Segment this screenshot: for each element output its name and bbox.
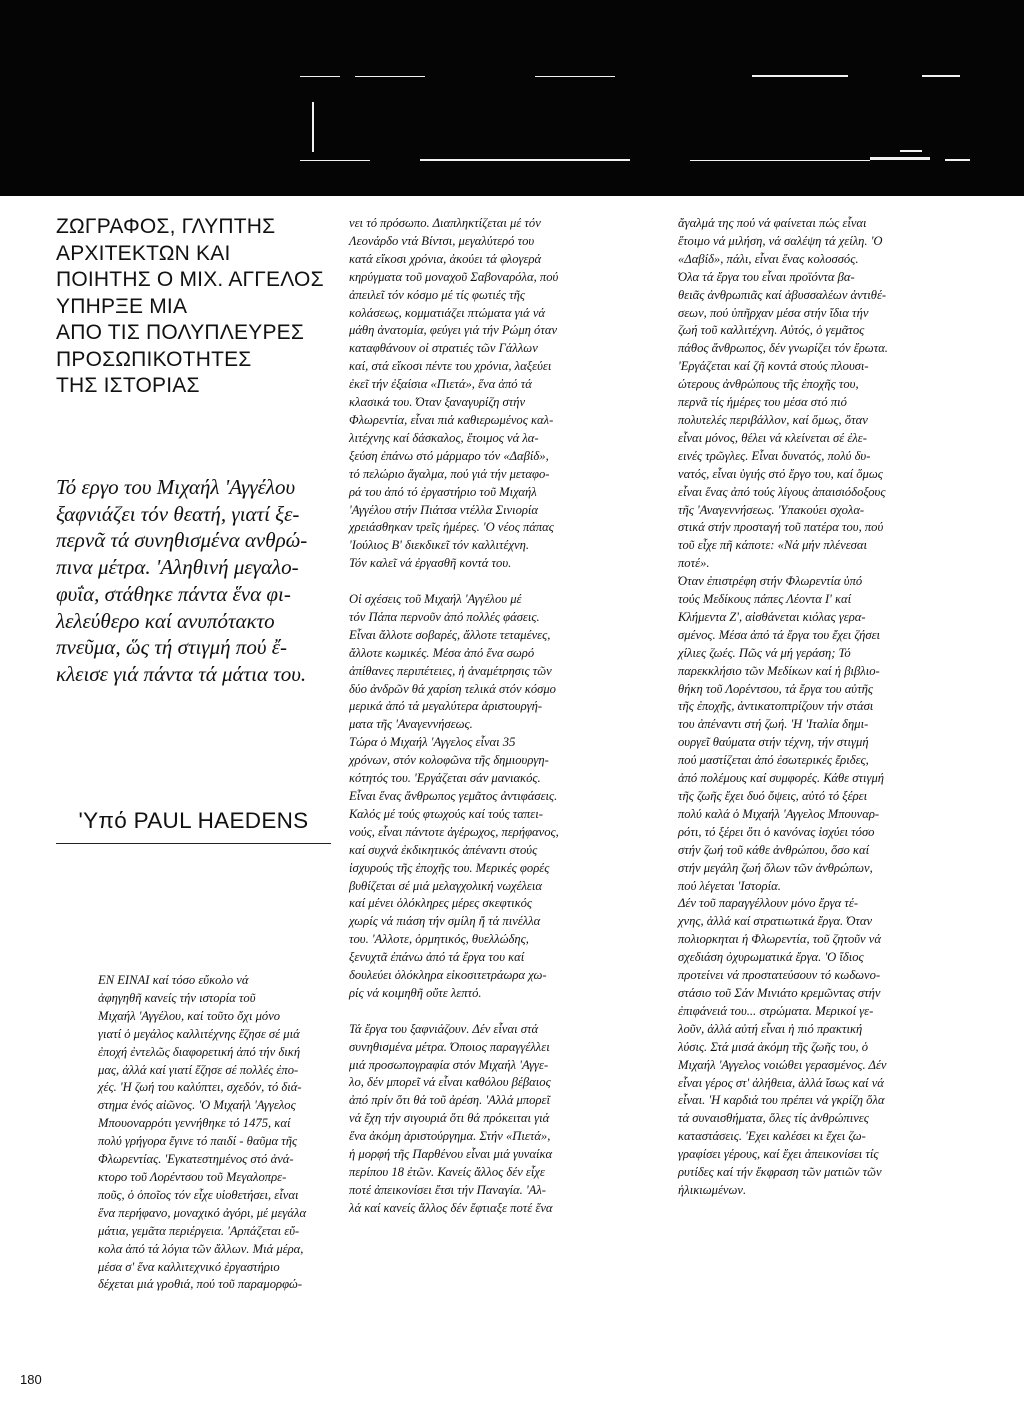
text-line: τόν Πάπα περνοῦν ἀπό πολλές φάσεις. [349, 609, 540, 624]
text-line: ρότι, τό ξέρει ὅτι ὁ κανόνας ἰσχύει τόσο [678, 824, 875, 839]
text-line: Εἶναι ἄλλοτε σοβαρές, ἄλλοτε τεταμένες, [349, 627, 551, 642]
text-line: πάθος ἄνθρωπος, δέν γνωρίζει τόν ἔρωτα. [678, 341, 888, 356]
text-line: του. 'Αλλοτε, ὁρμητικός, θυελλώδης, [349, 932, 529, 947]
text-line: κολάσεως, κομματιάζει πτώματα γιά νά [349, 305, 546, 320]
text-line: στικά στήν προσταγή τοῦ πατέρα του, πού [678, 520, 884, 535]
text-line: θειᾶς ἀνθρωπιᾶς καί ἀβυσσαλέων ἀντιθέ- [678, 287, 887, 302]
text-line: πολύ γρήγορα ἔγινε τό παιδί - θαῦμα τῆς [98, 1134, 298, 1149]
text-line: λο, δέν μπορεῖ νά εἶναι καθόλου βέβαιος [349, 1075, 551, 1090]
text-line: Κλήμεντα Ζ', αἰσθάνεται κιόλας γερα- [678, 609, 866, 624]
text-line: μας, ἀλλά καί γιατί ἔζησε σέ πολλές ἐπο- [98, 1062, 299, 1077]
text-line: Τόν καλεῖ νά ἐργασθῆ κοντά του. [349, 556, 512, 571]
header-rule [355, 76, 425, 77]
text-line: κτορο τοῦ Λορέντσου τοῦ Μεγαλοπρε- [98, 1169, 287, 1184]
text-line: Φλωρεντία, εἶναι πιά καθιερωμένος καλ- [349, 412, 554, 427]
text-line: γραφίσει γέρους, καί ἔχει ἀπεικονίσει τίς [678, 1147, 879, 1162]
text-line: στάσιο τοῦ Σάν Μινιάτο κρεμῶντας στήν [678, 985, 881, 1000]
text-line: ρίς νά κοιμηθῆ οὔτε λεπτό. [349, 985, 482, 1000]
text-line: χνης, ἀλλά καί στρατιωτικά ἔργα. Όταν [678, 914, 873, 929]
text-line: ἡλικιωμένων. [678, 1182, 747, 1197]
text-line: χές. 'Η ζωή του καλύπτει, σχεδόν, τό διά- [98, 1080, 302, 1095]
text-line: κλεισε γιά πάντα τά μάτια του. [56, 661, 307, 686]
text-line: πινα μέτρα. 'Αληθινή μεγαλο- [56, 555, 299, 580]
text-line: δύο ἀνδρῶν θά χαρίση τελικά στόν κόσμο [349, 681, 556, 696]
text-line: μάθη ἀνατομία, φεύγει γιά τήν Ρώμη όταν [349, 323, 558, 338]
text-line: ουργεῖ θαύματα στήν τέχνη, τήν στιγμή [678, 735, 869, 750]
text-line: περνᾶ τίς ἡμέρες του μέσα στό πιό [678, 395, 847, 410]
text-line: πνεῦμα, ὥς τή στιγμή πού ἔ- [56, 635, 287, 660]
text-line: πολυτελές περιβάλλον, καί ὅμως, ὅταν [678, 412, 868, 427]
text-line: δέχεται μιά γροθιά, πού τοῦ παραμορφώ- [98, 1277, 303, 1292]
text-line: Τά ἔργα του ξαφνιάζουν. Δέν εἶναι στά [349, 1021, 539, 1036]
text-line: ΖΩΓΡΑΦΟΣ, ΓΛΥΠΤΗΣ [56, 215, 276, 238]
text-line: ἀπίθανες περιπέτειες, ἡ ἀναμέτρησις τῶν [349, 663, 552, 678]
text-line: τό πελώριο ἄγαλμα, πού γιά τήν μεταφο- [349, 466, 550, 481]
header-rule [420, 159, 630, 161]
text-line: χίλιες ζωές. Πῶς νά μή γεράση; Τό [678, 645, 851, 660]
text-line: μάτια, γεμᾶτα περιέργεια. 'Αρπάζεται εὔ- [98, 1223, 300, 1238]
text-line: ΠΡΟΣΩΠΙΚΟΤΗΤΕΣ [56, 347, 252, 371]
header-rule [900, 150, 922, 152]
text-line: Φλωρεντίας. 'Εγκατεστημένος στό ἀνά- [98, 1152, 294, 1167]
text-line: τῆς ζωῆς ἔχει δυό ὄψεις, αὐτό τό ξέρει [678, 789, 868, 803]
text-line: προτείνει νά προστατεύσουν τό κωδωνο- [678, 968, 881, 983]
text-line: νά ἔχη τήν σιγουριά ὅτι θά πρόκειται γιά [349, 1111, 550, 1126]
text-line: ἡ μορφή τῆς Παρθένου εἶναι μιά γυναίκα [349, 1147, 553, 1162]
text-line: περνᾶ τά συνηθισμένα ανθρώ- [56, 528, 308, 553]
text-line: ΑΡΧΙΤΕΚΤΩΝ ΚΑΙ [56, 241, 231, 265]
text-line: καί, στά εἴκοσι πέντε του χρόνια, λαξεύει [349, 359, 552, 374]
text-line: ἀφηγηθῆ κανείς τήν ιστορία τοῦ [98, 990, 256, 1005]
text-line: Δέν τοῦ παραγγέλλουν μόνο ἔργα τέ- [678, 896, 859, 911]
header-rule [312, 102, 314, 152]
text-line: δουλεύει ὁλόκληρα εἰκοσιτετράωρα χω- [349, 968, 547, 983]
text-line: ἐποχή ἐντελῶς διαφορετική ἀπό τήν δική [98, 1044, 301, 1059]
text-line: εἶναι. 'Η καρδιά του πρέπει νά γκρίζη ὅλα [678, 1093, 885, 1108]
text-line: Τό εργο του Μιχαήλ 'Αγγέλου [56, 475, 296, 499]
text-line: πού λέγεται 'Ιστορία. [678, 878, 781, 893]
text-line: λοῦν, ἀλλά αὐτή εἶναι ἡ πιό πρακτική [678, 1021, 863, 1036]
text-line: στήν ζωή τοῦ κάθε ἀνθρώπου, ὅσο καί [678, 842, 870, 857]
text-line: ἐπιφάνειά του... στρώματα. Μερικοί γε- [678, 1003, 874, 1018]
text-line: νούς, εἶναι πάντοτε ἀγέρωχος, περήφανος, [349, 824, 559, 839]
text-line: ἕτοιμο νά μιλήση, νά σαλέψη τά χείλη. 'Ο [678, 233, 883, 248]
text-line: πολύ καλά ὁ Μιχαήλ 'Αγγελος Μπουναρ- [678, 806, 880, 821]
text-line: χωρίς νά πιάση τήν σμίλη ἤ τά πινέλλα [349, 914, 541, 929]
text-line: γιατί ὁ μεγάλος καλλιτέχνης ἔζησε σέ μιά [98, 1026, 300, 1041]
header-rule [300, 76, 340, 77]
text-line: ξαφνιάζει τόν θεατή, γιατί ξε- [56, 501, 300, 526]
text-line: 'Αγγέλου στήν Πιάτσα ντέλλα Σινιορία [349, 502, 539, 517]
text-line: καταφθάνουν οἱ στρατιές τῶν Γάλλων [349, 341, 538, 356]
text-line: πολιορκηται ἡ Φλωρεντία, τοῦ ζητοῦν νά [678, 932, 881, 947]
text-line: ΕΝ ΕΙΝΑΙ καί τόσο εὔκολο νά [98, 973, 249, 987]
text-line: Καλός μέ τούς φτωχούς καί τούς ταπει- [349, 806, 543, 821]
text-line: ἄλλοτε κωμικές. Μέσα ἀπό ἕνα σωρό [349, 645, 535, 660]
header-rule [300, 160, 370, 161]
header-rule [752, 75, 848, 77]
text-line: μιά προσωπογραφία στόν Μιχαήλ 'Αγγε- [349, 1057, 549, 1072]
text-line: ξενυχτᾶ ἐπάνω ἀπό τά ἔργα του καί [349, 950, 525, 965]
text-line: συνηθισμένα μέτρα. Όποιος παραγγέλλει [349, 1039, 550, 1054]
text-line: νει τό πρόσωπο. Διαπληκτίζεται μέ τόν [349, 216, 541, 230]
text-line: ἀπειλεῖ τόν κόσμο μέ τίς φωτιές τῆς [349, 287, 525, 302]
text-line: τούς Μεδίκους πάπες Λέοντα Ι' καί [678, 592, 852, 607]
text-line: κηρύγματα τοῦ μοναχοῦ Σαβοναρόλα, πού [349, 269, 559, 284]
text-line: «Δαβίδ», πάλι, εἶναι ἕνας κολοσσός. [678, 251, 859, 266]
text-line: ἀπό πρίν ὅτι θά τοῦ ἀρέση. 'Αλλά μπορεῖ [349, 1093, 550, 1108]
text-line: τῆς ἐποχῆς, ἀντικατοπτρίζουν τήν στάσι [678, 699, 874, 714]
text-line: χρόνων, στόν κολοφῶνα τῆς δημιουργη- [349, 753, 549, 768]
text-line: θήκη τοῦ Λορέντσου, τά ἔργα του αὐτῆς [678, 681, 873, 696]
body-column-3 [678, 215, 1008, 1200]
header-image-band [0, 0, 1024, 196]
text-line: ποτέ». [678, 556, 710, 571]
text-line: ματα τῆς 'Αναγεννήσεως. [349, 717, 473, 732]
text-line: χρειάσθηκαν τρεῖς ἡμέρες. 'Ο νέος πάπας [349, 520, 554, 535]
text-line: ΠΟΙΗΤΗΣ Ο ΜΙΧ. ΑΓΓΕΛΟΣ [56, 268, 324, 291]
text-line: κότητός του. 'Εργάζεται σάν μανιακός. [349, 771, 541, 786]
text-line: Εἶναι ἕνας ἄνθρωπος γεμᾶτος ἀντιφάσεις. [349, 788, 558, 803]
text-line: τοῦ εἶχε πῆ κάποτε: «Νά μήν πλένεσαι [678, 538, 867, 553]
text-line: ρυτίδες καί τήν ἔκφραση τῶν ματιῶν τῶν [678, 1165, 882, 1180]
text-line: ρά του ἀπό τό ἐργαστήριο τοῦ Μιχαήλ [349, 484, 537, 499]
text-line: λιτέχνης καί δάσκαλος, ἕτοιμος νά λα- [349, 430, 539, 445]
text-line: Μπουοναρρότι γεννήθηκε τό 1475, καί [98, 1116, 291, 1131]
text-line: Τώρα ὁ Μιχαήλ 'Αγγελος εἶναι 35 [349, 735, 516, 750]
text-line: ξεύση ἐπάνω στό μάρμαρο τόν «Δαβίδ», [349, 448, 549, 463]
header-rule [922, 75, 960, 77]
text-line: ἕνα ἀκόμη ἀριστούργημα. Στήν «Πιετά», [349, 1129, 551, 1144]
text-line: εἶναι ἕνας ἀπό τούς λίγους ἀπαισιόδοξους [678, 484, 886, 499]
text-line: σχεδιάση ὀχυρωματικά ἔργα. 'Ο ἴδιος [678, 950, 864, 965]
text-line: καταστάσεις. 'Εχει καλέσει κι ἔχει ζω- [678, 1129, 866, 1144]
text-line: καί μένει ὁλόκληρες μέρες σκεφτικός [349, 896, 533, 911]
text-line: ἐκεῖ τήν ἐξαίσια «Πιετά», ἕνα ἀπό τά [349, 377, 532, 392]
body-column-2 [349, 215, 667, 1218]
text-line: ΥΠΗΡΞΕ ΜΙΑ [56, 294, 188, 318]
text-line: λελεύθερο καί ανυπότακτο [56, 608, 275, 633]
article-lede [56, 474, 341, 688]
text-line: εινές τρῶγλες. Εἶναι δυνατός, πολύ δυ- [678, 448, 871, 463]
page-number: 180 [20, 1372, 42, 1387]
text-line: περίπου 18 ἐτῶν. Κανείς ἄλλος δέν εἶχε [349, 1165, 545, 1179]
header-rule [535, 76, 615, 77]
paragraph-gap [349, 573, 667, 591]
text-line: ἀπό πολέμους καί συμφορές. Κάθε στιγμή [678, 771, 885, 786]
byline-block [56, 808, 331, 844]
text-line: κολα ἀπό τά λόγια τῶν ἄλλων. Μιά μέρα, [98, 1241, 304, 1256]
text-line: τῆς 'Αναγεννήσεως. 'Υπακούει σχολα- [678, 502, 865, 517]
paragraph-gap [349, 1003, 667, 1021]
text-line: εἶναι μόνος, θέλει νά κλείνεται σέ ἐλε- [678, 430, 867, 445]
text-line: λά καί κανείς ἄλλος δέν ἔφτιαξε ποτέ ἕνα [349, 1200, 553, 1215]
text-line: λύσις. Στά μισά ἀκόμη τῆς ζωῆς του, ὁ [678, 1039, 869, 1054]
text-line: φυΐα, στάθηκε πάντα ἕνα φι- [56, 581, 291, 606]
text-line: Όλα τά ἔργα του εἶναι προϊόντα βα- [678, 269, 855, 284]
text-line: Όταν ἐπιστρέφη στήν Φλωρεντία ὑπό [678, 574, 863, 589]
text-line: ποῦς, ὁ ὁποῖος τόν εἶχε υἱοθετήσει, εἶναι [98, 1187, 299, 1202]
text-line: ΑΠΟ ΤΙΣ ΠΟΛΥΠΛΕΥΡΕΣ [56, 321, 305, 344]
text-line: βυθίζεται σέ μιά μελαγχολική νωχέλεια [349, 878, 543, 893]
text-line: πού μαστίζεται ἀπό ἐσωτερικές ἔριδες, [678, 753, 869, 768]
text-line: τά συναισθήματα, ὅλες τίς ἀνθρώπινες [678, 1111, 869, 1126]
text-line: σεων, πού ὑπῆρχαν μέσα στήν ἴδια τήν [678, 305, 869, 320]
text-line: 'Ιούλιος Β' διεκδικεῖ τόν καλλιτέχνη. [349, 538, 529, 553]
text-line: σμένος. Μέσα ἀπό τά ἔργα του ἔχει ζήσει [678, 627, 881, 642]
text-line: παρεκκλήσιο τῶν Μεδίκων καί ἡ βιβλιο- [678, 663, 880, 678]
text-line: στημα ἑνός αἰῶνος. 'Ο Μιχαήλ 'Αγγελος [98, 1098, 296, 1113]
body-column-1 [98, 972, 334, 1294]
text-line: κατά εἴκοσι χρόνια, ἀκούει τά φλογερά [349, 251, 542, 266]
text-line: εἶναι γέρος στ' ἀλήθεια, ἀλλά ἴσως καί νά [678, 1075, 884, 1090]
text-line: Μιχαήλ 'Αγγέλου, καί τοῦτο ὄχι μόνο [98, 1008, 281, 1023]
text-line: καί συχνά ἐκδικητικός ἀπέναντι στούς [349, 842, 538, 857]
text-line: ἰσχυρούς τῆς ἐποχῆς του. Μερικές φορές [349, 860, 550, 875]
text-line: στήν μεγάλη ζωή ὅλων τῶν ἀνθρώπων, [678, 860, 873, 875]
text-line: ΤΗΣ ΙΣΤΟΡΙΑΣ [56, 374, 200, 397]
text-line: Μιχαήλ 'Αγγελος νοιώθει γερασμένος. Δέν [678, 1057, 887, 1072]
text-line: κλασικά του. Όταν ξαναγυρίζη στήν [349, 395, 526, 410]
text-line: Οἱ σχέσεις τοῦ Μιχαήλ 'Αγγέλου μέ [349, 592, 522, 607]
header-rule [690, 160, 870, 161]
text-line: μέσα σ' ἕνα καλλιτεχνικό ἐργαστήριο [98, 1259, 280, 1274]
header-rule [870, 157, 930, 160]
article-headline [56, 214, 326, 400]
text-line: Λεονάρδο ντά Βίντσι, μεγαλύτερό του [349, 233, 535, 248]
text-line: του ἀπέναντι στή ζωή. 'Η 'Ιταλία δημι- [678, 717, 869, 732]
text-line: ἄγαλμά της πού νά φαίνεται πώς εἶναι [678, 216, 867, 230]
text-line: ποτέ ἀπεικονίσει ἔτσι τήν Παναγία. 'Αλ- [349, 1182, 546, 1197]
text-line: 'Εργάζεται καί ζῆ κοντά στούς πλουσι- [678, 359, 869, 374]
text-line: ώτερους ἀνθρώπους τῆς ἐποχῆς του, [678, 377, 859, 392]
text-line: ἕνα περήφανο, μοναχικό ἀγόρι, μέ μεγάλα [98, 1205, 307, 1220]
text-line: ζωή τοῦ καλλιτέχνη. Αὐτός, ὁ γεμᾶτος [678, 323, 865, 338]
text-line: νατός, εἶναι ὑγιής στό ἔργο του, καί ὅμως [678, 466, 883, 481]
text-line: μερικά ἀπό τά μεγαλύτερα ἀριστουργή- [349, 699, 543, 714]
header-rule [945, 159, 970, 161]
byline: 'Υπό PAUL HAEDENS [56, 808, 331, 844]
